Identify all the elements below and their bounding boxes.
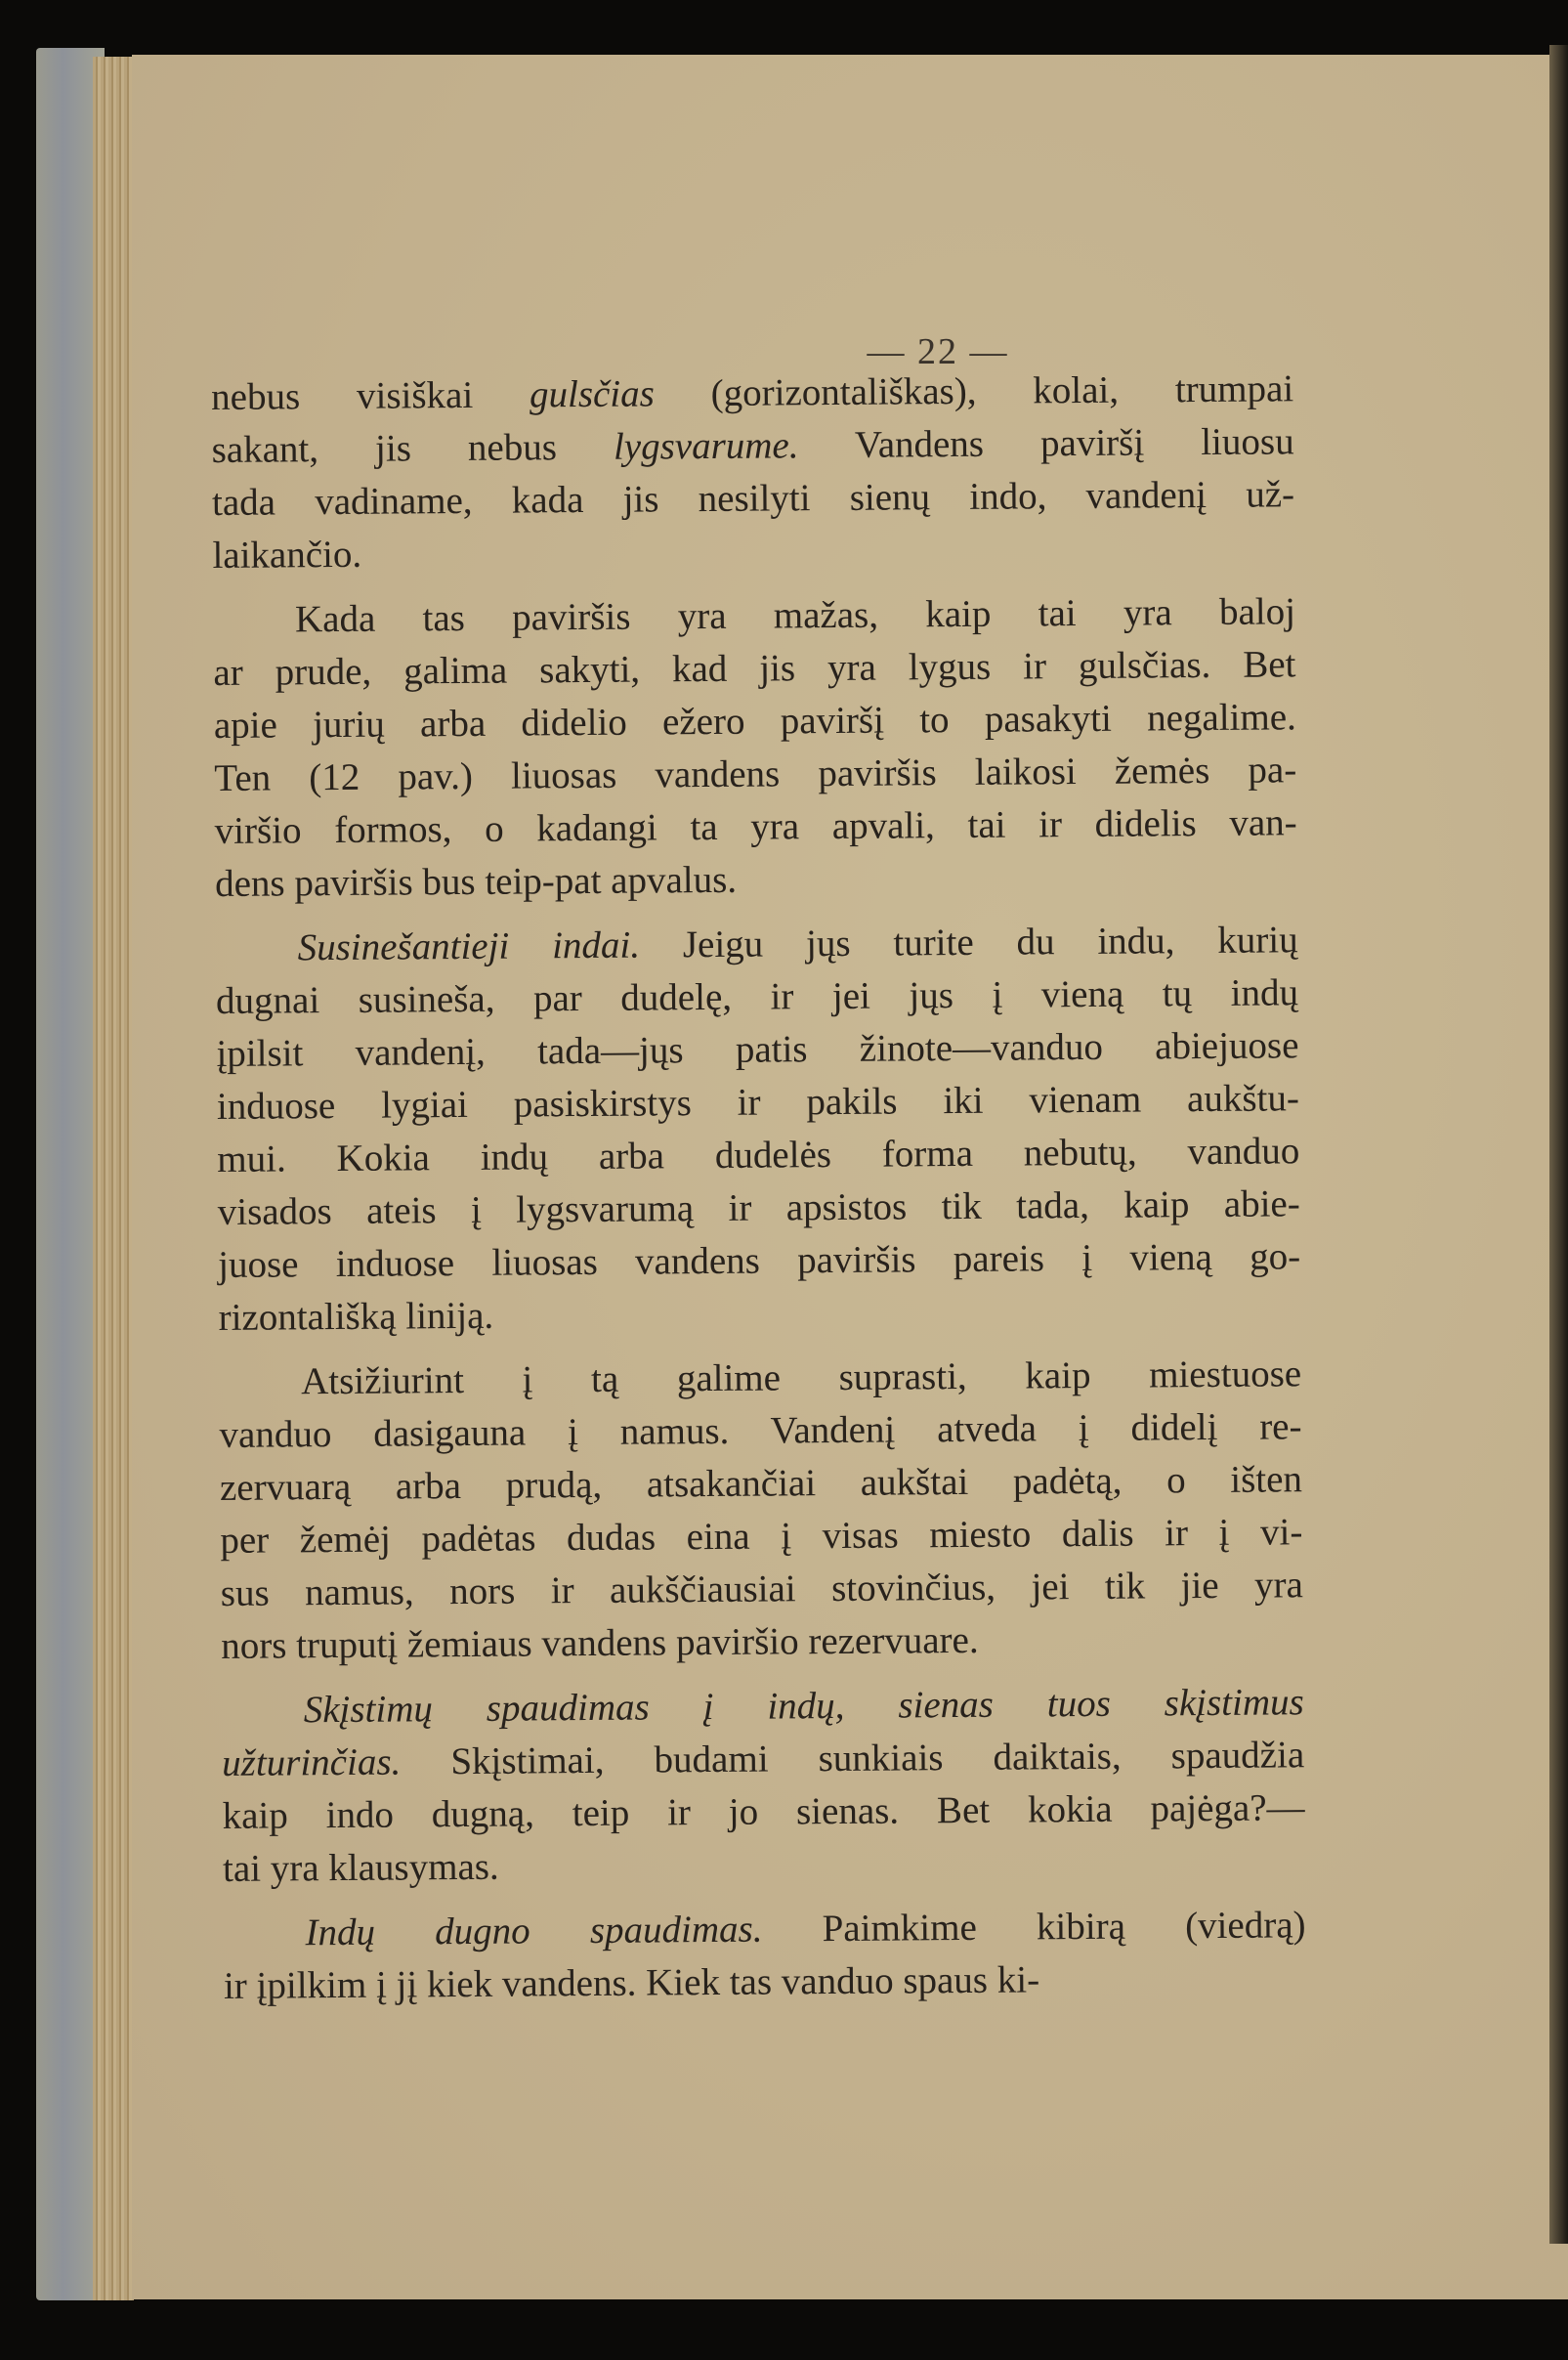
text-segment: Paimkime kibirą (viedrą) — [762, 1904, 1306, 1951]
text-line — [220, 1453, 1302, 1515]
text-segment: induose lygiai pasiskirstys ir pakils iki vienam aukštu- — [216, 1077, 1300, 1128]
text-line — [214, 744, 1296, 805]
text-line — [217, 1125, 1299, 1186]
text-line — [214, 691, 1296, 752]
text-segment: dugnai susineša, par dudelę, ir jei jųs į vieną tų indų — [215, 971, 1299, 1022]
paragraph — [222, 1676, 1306, 1896]
text-segment: juose induose liuosas vandens paviršis pareis į vieną go- — [218, 1235, 1301, 1286]
text-line — [214, 796, 1296, 858]
text-segment: vanduo dasigauna į namus. Vandenį atveda į didelį re- — [219, 1405, 1302, 1456]
text-line — [215, 849, 1297, 911]
text-segment: Skįstimai, budami sunkiais daiktais, spaudžia — [401, 1734, 1305, 1783]
text-line — [212, 468, 1294, 530]
text-segment: kaip indo dugną, teip ir jo sienas. Bet kokia pajėga?— — [222, 1786, 1305, 1837]
text-line — [224, 1952, 1306, 2013]
paragraph — [215, 914, 1300, 1345]
text-segment: tada vadiname, kada jis nesilyti sienų indo, vandenį už- — [211, 473, 1295, 524]
text-segment: apie jurių arba didelio ežero paviršį to pasakyti negalime. — [213, 696, 1296, 747]
text-line — [221, 1559, 1303, 1620]
text-segment: per žemėj padėtas dudas eina į visas miesto dalis ir į vi- — [220, 1511, 1303, 1562]
italic-term: gulsčias — [529, 372, 656, 416]
text-line — [211, 363, 1293, 424]
page-edges — [93, 57, 134, 2300]
text-line — [215, 914, 1297, 975]
text-segment: visados ateis į lygsvarumą ir apsistos tik tada, kaip abie- — [217, 1182, 1300, 1233]
text-segment: (gorizontališkas), kolai, trumpai — [654, 367, 1294, 415]
text-segment: nebus visiškai — [211, 373, 530, 418]
text-line — [217, 1072, 1299, 1134]
text-line — [213, 585, 1295, 647]
text-segment: Atsižiurint į tą galime suprasti, kaip miestuose — [300, 1352, 1302, 1403]
paragraph — [211, 363, 1295, 582]
italic-term: lygsvarume. — [613, 424, 799, 468]
text-segment: sus namus, nors ir aukščiausiai stovinčius, jei tik jie yra — [220, 1564, 1303, 1614]
text-segment: mui. Kokia indų arba dudelės forma nebutų, vanduo — [217, 1130, 1300, 1180]
text-segment: tai yra klausymas. — [222, 1845, 499, 1890]
text-segment: Ten (12 pav.) liuosas vandens paviršis laikosi žemės pa- — [214, 749, 1297, 799]
text-line — [219, 1400, 1301, 1462]
text-line — [221, 1611, 1303, 1673]
italic-term: Susinešantieji indai. — [297, 923, 641, 969]
italic-term: užturinčias. — [222, 1740, 402, 1784]
text-line — [216, 966, 1298, 1028]
text-line — [223, 1834, 1305, 1896]
text-segment: ir įpilkim į jį kiek vandens. Kiek tas vanduo spaus ki- — [223, 1958, 1040, 2007]
italic-term: Skįstimų spaudimas į indų, sienas tuos skįstimus — [303, 1681, 1304, 1732]
text-line — [222, 1781, 1304, 1843]
text-line — [218, 1283, 1300, 1345]
page-shadow — [1549, 45, 1568, 2244]
text-segment: nors truputį žemiaus vandens paviršio rezervuare. — [221, 1618, 979, 1667]
text-line — [213, 638, 1295, 700]
text-segment: viršio formos, o kadangi ta yra apvali, tai ir didelis van- — [214, 801, 1297, 852]
text-line — [220, 1506, 1302, 1567]
text-line — [211, 415, 1293, 477]
paragraph — [219, 1348, 1304, 1673]
text-line — [218, 1230, 1300, 1292]
text-segment: Jeigu jųs turite du indu, kurių — [639, 919, 1298, 966]
text-segment: laikančio. — [212, 533, 362, 577]
text-line — [218, 1178, 1300, 1239]
text-line — [222, 1729, 1304, 1790]
text-segment: ar prude, galima sakyti, kad jis yra lygus ir gulsčias. Bet — [213, 643, 1296, 694]
text-segment: dens paviršis bus teip-pat apvalus. — [214, 858, 738, 905]
text-segment: Vandens paviršį liuosu — [798, 420, 1294, 467]
page-number: — 22 — — [867, 331, 1009, 372]
italic-term: Indų dugno spaudimas. — [305, 1908, 763, 1954]
text-line — [216, 1019, 1298, 1081]
paragraph — [213, 585, 1298, 911]
text-segment: zervuarą arba prudą, atsakančiai aukštai padėtą, o išten — [219, 1458, 1303, 1509]
text-segment: Kada tas paviršis yra mažas, kaip tai yra baloj — [294, 590, 1296, 641]
body-text — [211, 363, 1306, 2025]
text-line — [219, 1348, 1301, 1409]
text-segment: įpilsit vandenį, tada—jųs patis žinote—vanduo abiejuose — [216, 1024, 1299, 1075]
text-line — [222, 1676, 1304, 1738]
text-line — [212, 521, 1294, 582]
text-line — [223, 1899, 1305, 1960]
paragraph — [223, 1899, 1306, 2013]
text-segment: sakant, jis nebus — [211, 425, 614, 471]
text-segment: rizontališką liniją. — [218, 1294, 494, 1339]
